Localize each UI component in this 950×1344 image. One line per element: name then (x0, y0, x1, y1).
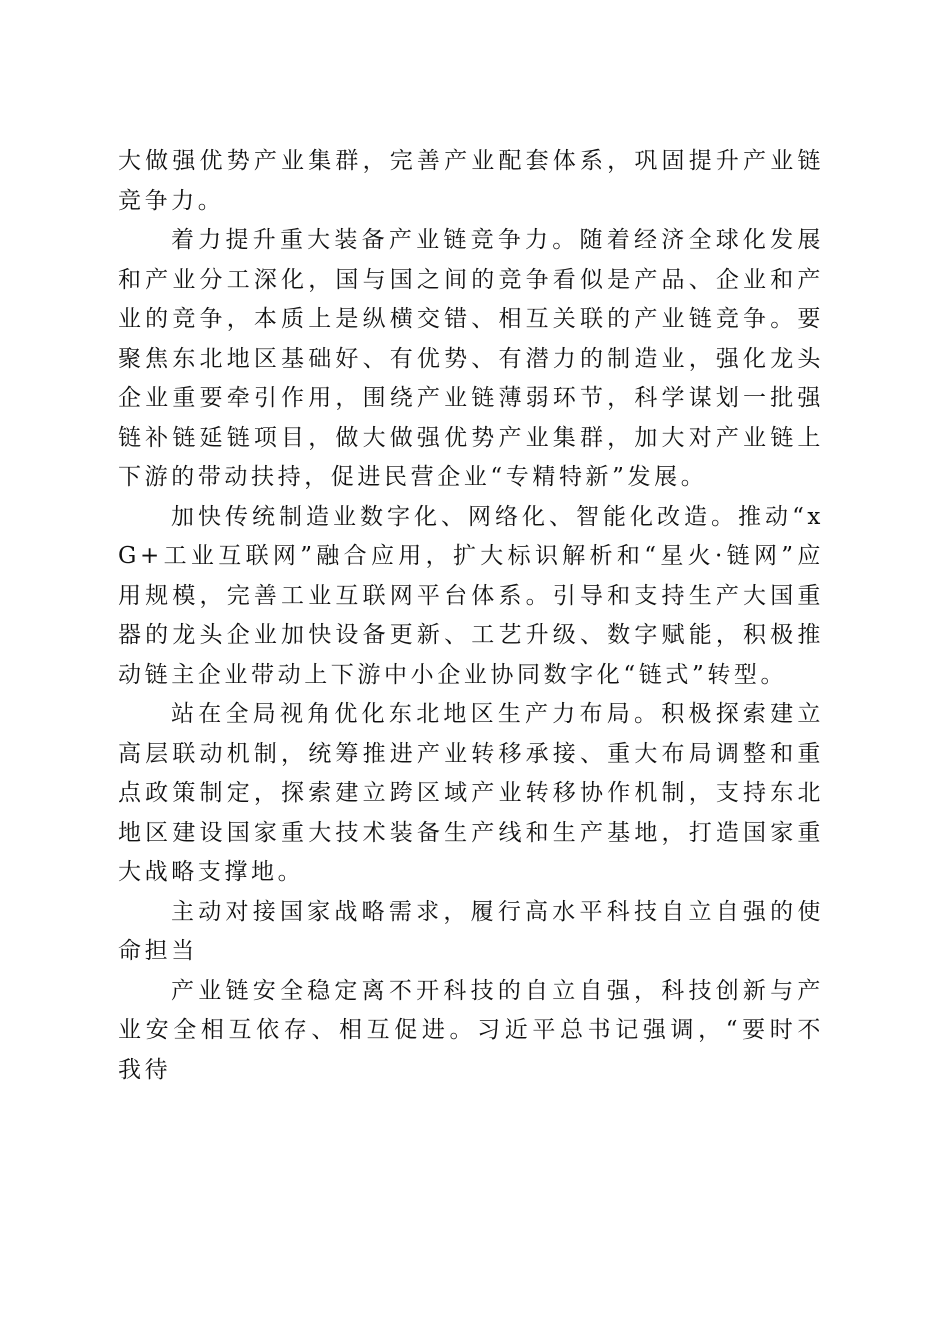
paragraph-tech-self-reliance: 产业链安全稳定离不开科技的自立自强，科技创新与产业安全相互依存、相互促进。习近平总书记强调，“要时不我待 (118, 977, 824, 1083)
document-body (118, 142, 824, 1090)
paragraph-continuation: 大做强优势产业集群，完善产业配套体系，巩固提升产业链竞争力。 (118, 148, 824, 214)
paragraph-digital-transformation: 加快传统制造业数字化、网络化、智能化改造。推动“xG+工业互联网”融合应用，扩大标识解析和“星火·链网”应用规模，完善工业互联网平台体系。引导和支持生产大国重器的龙头企业加快设备更新、工艺升级、数字赋能，积极推动链主企业带动上下游中小企业协同数字化“链式”转型。 (118, 503, 824, 688)
paragraph-productivity-layout: 站在全局视角优化东北地区生产力布局。积极探索建立高层联动机制，统筹推进产业转移承接、重大布局调整和重点政策制定，探索建立跨区域产业转移协作机制，支持东北地区建设国家重大技术装备生产线和生产基地，打造国家重大战略支撑地。 (118, 701, 824, 885)
section-heading: 主动对接国家战略需求，履行高水平科技自立自强的使命担当 (118, 898, 824, 964)
paragraph-heavy-equipment: 着力提升重大装备产业链竞争力。随着经济全球化发展和产业分工深化，国与国之间的竞争看似是产品、企业和产业的竞争，本质上是纵横交错、相互关联的产业链竞争。要聚焦东北地区基础好、有优势、有潜力的制造业，强化龙头企业重要牵引作用，围绕产业链薄弱环节，科学谋划一批强链补链延链项目，做大做强优势产业集群，加大对产业链上下游的带动扶持，促进民营企业“专精特新”发展。 (118, 227, 824, 490)
